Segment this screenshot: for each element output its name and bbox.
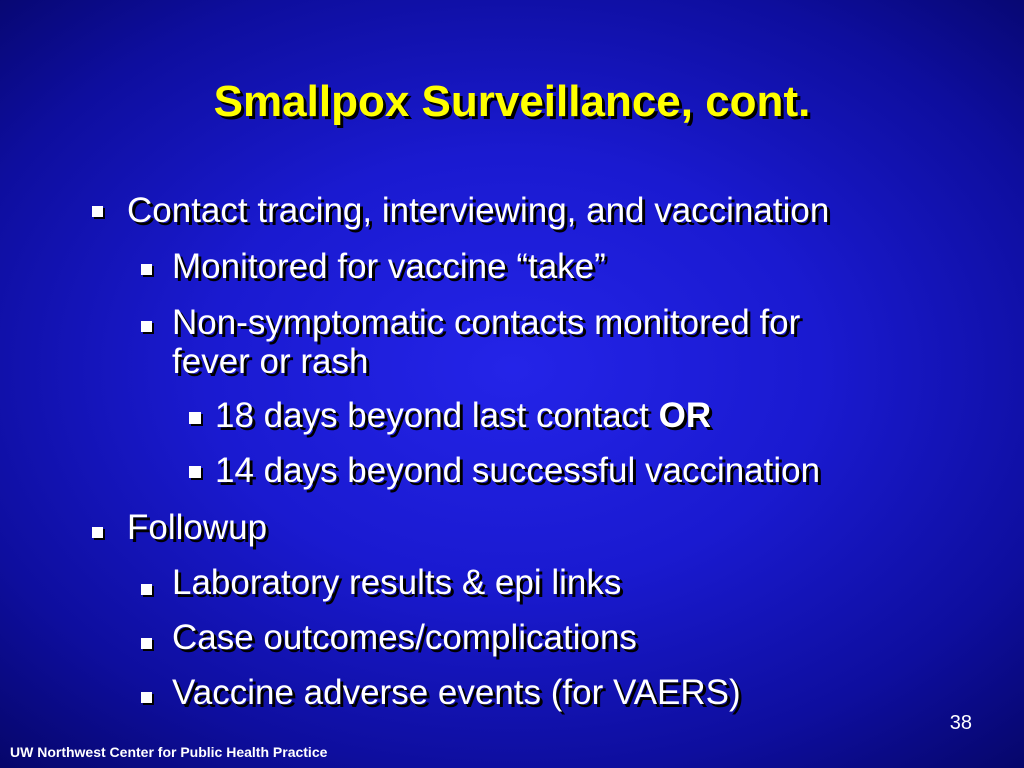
slide-title: Smallpox Surveillance, cont. — [213, 77, 811, 126]
footer-organization: UW Northwest Center for Public Health Practice — [10, 744, 328, 760]
bullet-18-days-text: 18 days beyond last contact — [215, 396, 649, 435]
bullet-case-outcomes: Case outcomes/complications — [172, 618, 637, 657]
bullet-square-icon — [141, 638, 152, 649]
bullet-14-days: 14 days beyond successful vaccination — [215, 451, 821, 490]
bullet-square-icon — [92, 527, 103, 538]
bullet-followup: Followup — [127, 508, 268, 547]
bullet-square-icon — [141, 584, 152, 595]
bullet-vaccine-take: Monitored for vaccine “take” — [172, 247, 606, 286]
bullet-18-days — [215, 397, 711, 435]
bullet-square-icon — [92, 206, 103, 217]
bullet-laboratory-results: Laboratory results & epi links — [172, 563, 622, 602]
page-number: 38 — [949, 712, 972, 734]
bullet-contact-tracing: Contact tracing, interviewing, and vaccination — [127, 191, 830, 230]
bullet-vaccine-adverse-events: Vaccine adverse events (for VAERS) — [172, 673, 741, 712]
bullet-non-symptomatic-line2: fever or rash — [172, 342, 369, 381]
bullet-square-icon — [141, 264, 152, 275]
bullet-square-icon — [189, 412, 201, 424]
bullet-square-icon — [189, 466, 201, 478]
bullet-non-symptomatic-line1: Non-symptomatic contacts monitored for — [172, 303, 801, 342]
bullet-square-icon — [141, 692, 152, 703]
bullet-square-icon — [141, 321, 152, 332]
bullet-or-emphasis: OR — [658, 396, 712, 435]
